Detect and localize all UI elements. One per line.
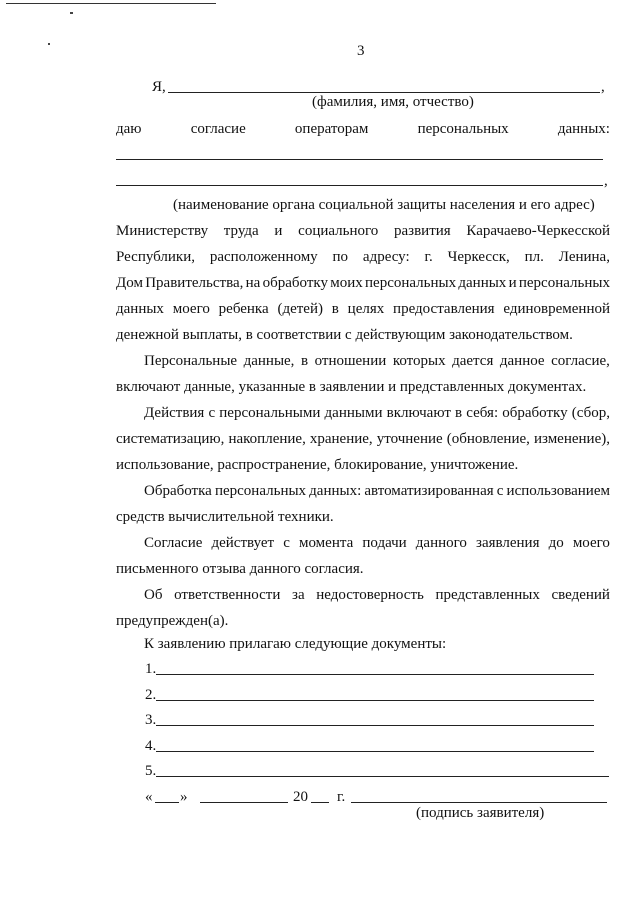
- word: в: [331, 301, 339, 317]
- fio-caption: (фамилия, имя, отчество): [312, 94, 474, 110]
- word: в: [300, 353, 309, 369]
- ya-label: Я,: [152, 79, 166, 95]
- document-item-2-number: 2.: [145, 687, 157, 703]
- date-year-prefix: 20: [293, 789, 308, 805]
- word: недостоверность: [316, 587, 424, 603]
- consent-word: операторам: [294, 121, 369, 137]
- word: персональных: [365, 275, 457, 291]
- word: с: [208, 405, 216, 421]
- word: и: [508, 275, 517, 291]
- organ-comma: ,: [604, 173, 608, 189]
- word: обработку: [502, 405, 568, 421]
- word: социального: [298, 223, 379, 239]
- paragraph5-line: [144, 536, 610, 551]
- fio-fill-line: [168, 92, 600, 93]
- word: Об: [144, 587, 163, 603]
- date-close-quote: »: [180, 789, 188, 805]
- word: на: [245, 275, 261, 291]
- word: адресу:: [362, 249, 410, 265]
- word: предоставления: [393, 301, 495, 317]
- word: (детей): [277, 301, 323, 317]
- consent-word: даю: [116, 121, 142, 137]
- word: с: [496, 483, 504, 499]
- word: за: [292, 587, 305, 603]
- date-day-line: [155, 802, 179, 803]
- paragraph3-line: [116, 432, 610, 447]
- consent-word: персональных: [417, 121, 509, 137]
- word: с: [283, 535, 290, 551]
- word: Карачаево-Черкесской: [466, 223, 610, 239]
- word: согласие,: [551, 353, 610, 369]
- paragraph1-line: [116, 250, 610, 265]
- word: момента: [298, 535, 354, 551]
- paragraph3-line: [144, 406, 610, 421]
- word: единовременной: [503, 301, 610, 317]
- word: данное: [499, 353, 545, 369]
- paragraph2-last-line: включают данные, указанные в заявлении и представленных документах.: [116, 379, 587, 395]
- word: и: [274, 223, 283, 239]
- word: г.: [424, 249, 433, 265]
- scan-artifact-dot: [48, 43, 50, 45]
- word: данными: [324, 405, 383, 421]
- date-open-quote: «: [145, 789, 153, 805]
- word: моих: [330, 275, 363, 291]
- document-item-3-line: [156, 725, 594, 726]
- document-item-4-number: 4.: [145, 738, 157, 754]
- word: изменение),: [533, 431, 610, 447]
- word: персональными: [219, 405, 321, 421]
- word: действует: [211, 535, 275, 551]
- word: Обработка: [144, 483, 212, 499]
- scan-artifact-line: [6, 3, 216, 4]
- word: обработку: [262, 275, 328, 291]
- word: уточнение: [376, 431, 443, 447]
- signature-line: [351, 802, 607, 803]
- word: ответственности: [174, 587, 281, 603]
- consent-word: данных:: [557, 121, 610, 137]
- word: (обновление,: [446, 431, 530, 447]
- organ-fill-line-2: [116, 185, 603, 186]
- paragraph2-line: [144, 354, 610, 369]
- word: персональных: [518, 275, 610, 291]
- word: данных:: [309, 483, 362, 499]
- date-year-line: [311, 802, 329, 803]
- word: персональных: [214, 483, 307, 499]
- word: по: [332, 249, 349, 265]
- paragraph1-line: [116, 224, 610, 239]
- paragraph5-last-line: письменного отзыва данного согласия.: [116, 561, 364, 577]
- word: расположенному: [209, 249, 318, 265]
- word: развития: [394, 223, 451, 239]
- paragraph6-line: [144, 588, 610, 603]
- word: представленных: [435, 587, 540, 603]
- paragraph4-last-line: средств вычислительной техники.: [116, 509, 334, 525]
- signature-caption: (подпись заявителя): [416, 805, 545, 821]
- paragraph1-line: [116, 276, 610, 291]
- word: ребенка: [218, 301, 269, 317]
- document-item-1-line: [156, 674, 594, 675]
- paragraph4-line: [144, 484, 610, 499]
- word: сведений: [551, 587, 610, 603]
- paragraph1-last-line: денежной выплаты, в соответствии с действующим законодательством.: [116, 327, 573, 343]
- document-item-2-line: [156, 700, 594, 701]
- word: Республики,: [116, 249, 195, 265]
- word: моего: [172, 301, 210, 317]
- word: Действия: [144, 405, 205, 421]
- date-year-suffix: г.: [337, 789, 346, 805]
- word: Министерству: [116, 223, 209, 239]
- word: моего: [572, 535, 610, 551]
- date-month-line: [200, 802, 288, 803]
- word: данные,: [243, 353, 295, 369]
- document-item-5-number: 5.: [145, 763, 157, 779]
- fio-comma: ,: [601, 79, 605, 95]
- word: подачи: [362, 535, 407, 551]
- page-number: 3: [357, 43, 365, 59]
- paragraph6-last-line: предупрежден(а).: [116, 613, 229, 629]
- word: Черкесск,: [447, 249, 510, 265]
- documents-intro: К заявлению прилагаю следующие документы:: [144, 636, 447, 652]
- word: Дом: [116, 275, 143, 291]
- word: данного: [415, 535, 467, 551]
- word: данных: [116, 301, 164, 317]
- word: до: [548, 535, 564, 551]
- document-item-3-number: 3.: [145, 712, 157, 728]
- word: которых: [392, 353, 446, 369]
- word: Правительства,: [145, 275, 244, 291]
- organ-fill-line-1: [116, 159, 603, 160]
- consent-line: [116, 121, 610, 138]
- word: хранение,: [309, 431, 373, 447]
- document-item-1-number: 1.: [145, 661, 157, 677]
- consent-word: согласие: [190, 121, 246, 137]
- word: дается: [452, 353, 494, 369]
- organ-caption: (наименование органа социальной защиты населения и его адрес): [173, 197, 595, 213]
- word: заявления: [476, 535, 540, 551]
- word: труда: [223, 223, 259, 239]
- word: пл.: [524, 249, 544, 265]
- word: отношении: [314, 353, 387, 369]
- word: включают: [386, 405, 451, 421]
- paragraph3-last-line: использование, распространение, блокирование, уничтожение.: [116, 457, 519, 473]
- word: использованием: [506, 483, 610, 499]
- word: Ленина,: [558, 249, 610, 265]
- scan-artifact-dot: [70, 12, 73, 14]
- word: целях: [347, 301, 385, 317]
- word: накопление,: [228, 431, 306, 447]
- word: (сбор,: [571, 405, 610, 421]
- word: Персональные: [144, 353, 238, 369]
- paragraph1-line: [116, 302, 610, 317]
- document-item-4-line: [156, 751, 594, 752]
- word: Согласие: [144, 535, 203, 551]
- word: автоматизированная: [364, 483, 494, 499]
- document-item-5-line: [156, 776, 609, 777]
- word: данных: [458, 275, 507, 291]
- word: в: [455, 405, 463, 421]
- word: систематизацию,: [116, 431, 225, 447]
- word: себя:: [466, 405, 499, 421]
